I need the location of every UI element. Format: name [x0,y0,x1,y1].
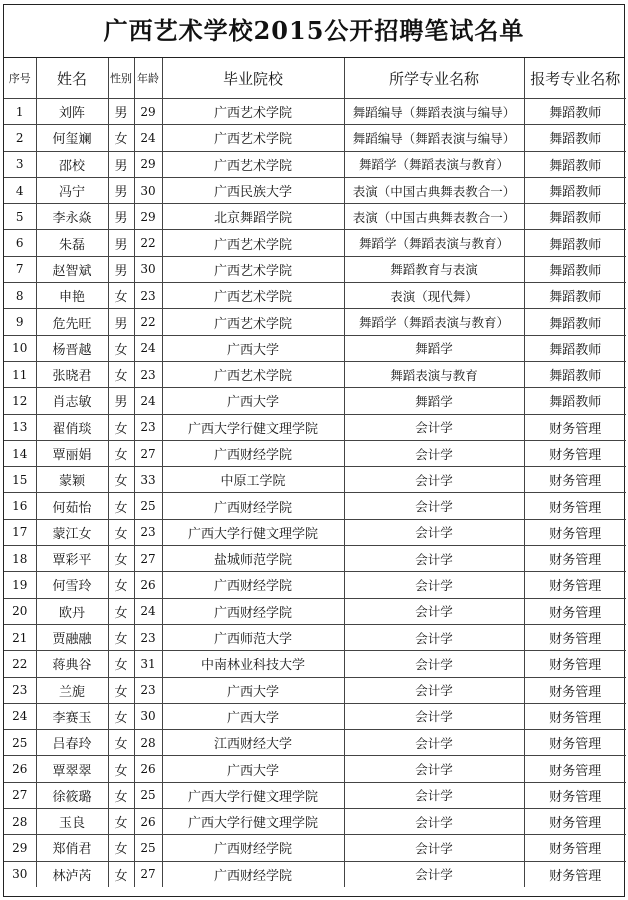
table-row [4,861,626,887]
cell-no: 10 [4,335,36,361]
cell-applied: 财务管理 [524,493,626,519]
cell-name: 刘阵 [36,99,108,125]
cell-school: 广西艺术学院 [162,309,344,335]
cell-gender: 女 [108,467,134,493]
cell-applied: 舞蹈教师 [524,388,626,414]
cell-major: 舞蹈学（舞蹈表演与教育） [344,309,524,335]
cell-name: 何茹怡 [36,493,108,519]
cell-applied: 财务管理 [524,730,626,756]
cell-gender: 男 [108,99,134,125]
cell-name: 覃丽娟 [36,440,108,466]
cell-gender: 女 [108,861,134,887]
table-row [4,151,626,177]
cell-gender: 男 [108,204,134,230]
cell-age: 31 [134,651,162,677]
cell-gender: 女 [108,809,134,835]
cell-age: 24 [134,125,162,151]
table-row [4,703,626,729]
cell-school: 广西民族大学 [162,177,344,203]
cell-no: 3 [4,151,36,177]
cell-applied: 财务管理 [524,467,626,493]
cell-major: 舞蹈学（舞蹈表演与教育） [344,151,524,177]
cell-school: 广西师范大学 [162,624,344,650]
cell-applied: 财务管理 [524,440,626,466]
cell-no: 21 [4,624,36,650]
cell-applied: 财务管理 [524,861,626,887]
cell-name: 何雪玲 [36,572,108,598]
cell-name: 贾融融 [36,624,108,650]
cell-gender: 女 [108,703,134,729]
cell-gender: 女 [108,493,134,519]
cell-gender: 女 [108,782,134,808]
cell-major: 会计学 [344,519,524,545]
cell-applied: 舞蹈教师 [524,204,626,230]
cell-age: 25 [134,493,162,519]
cell-name: 徐筱璐 [36,782,108,808]
cell-major: 会计学 [344,440,524,466]
cell-applied: 舞蹈教师 [524,230,626,256]
cell-applied: 舞蹈教师 [524,177,626,203]
document-sheet [3,4,625,897]
cell-applied: 财务管理 [524,809,626,835]
cell-no: 22 [4,651,36,677]
table-row [4,835,626,861]
cell-school: 广西艺术学院 [162,99,344,125]
cell-major: 会计学 [344,703,524,729]
cell-name: 赵智斌 [36,256,108,282]
cell-name: 郑俏君 [36,835,108,861]
cell-major: 会计学 [344,493,524,519]
cell-gender: 男 [108,309,134,335]
cell-no: 29 [4,835,36,861]
cell-major: 表演（中国古典舞表教合一） [344,177,524,203]
table-row [4,283,626,309]
cell-name: 蒙江女 [36,519,108,545]
cell-major: 会计学 [344,467,524,493]
cell-applied: 财务管理 [524,782,626,808]
cell-major: 会计学 [344,546,524,572]
cell-gender: 女 [108,335,134,361]
cell-gender: 女 [108,730,134,756]
cell-school: 广西大学行健文理学院 [162,782,344,808]
cell-school: 中原工学院 [162,467,344,493]
cell-no: 16 [4,493,36,519]
cell-gender: 女 [108,756,134,782]
cell-school: 广西财经学院 [162,598,344,624]
cell-age: 29 [134,99,162,125]
cell-applied: 舞蹈教师 [524,361,626,387]
cell-school: 盐城师范学院 [162,546,344,572]
cell-age: 23 [134,677,162,703]
cell-gender: 女 [108,598,134,624]
cell-major: 舞蹈编导（舞蹈表演与编导） [344,99,524,125]
cell-school: 广西艺术学院 [162,256,344,282]
cell-no: 30 [4,861,36,887]
cell-name: 覃翠翠 [36,756,108,782]
cell-gender: 男 [108,151,134,177]
cell-gender: 男 [108,256,134,282]
table-row [4,388,626,414]
cell-gender: 女 [108,677,134,703]
cell-name: 蒙颖 [36,467,108,493]
cell-name: 覃彩平 [36,546,108,572]
cell-name: 翟俏琰 [36,414,108,440]
cell-no: 12 [4,388,36,414]
table-row [4,809,626,835]
cell-school: 广西大学 [162,756,344,782]
cell-age: 26 [134,572,162,598]
cell-applied: 财务管理 [524,519,626,545]
cell-name: 玉良 [36,809,108,835]
cell-gender: 女 [108,651,134,677]
header-row [4,58,626,99]
table-row [4,230,626,256]
cell-age: 30 [134,177,162,203]
cell-school: 广西财经学院 [162,861,344,887]
table-row [4,361,626,387]
cell-no: 6 [4,230,36,256]
cell-applied: 舞蹈教师 [524,256,626,282]
cell-age: 24 [134,335,162,361]
cell-school: 江西财经大学 [162,730,344,756]
cell-school: 广西财经学院 [162,440,344,466]
header-gender: 性别 [108,58,134,99]
cell-no: 15 [4,467,36,493]
cell-applied: 财务管理 [524,651,626,677]
header-school: 毕业院校 [162,58,344,99]
table-row [4,467,626,493]
cell-no: 1 [4,99,36,125]
cell-gender: 女 [108,361,134,387]
cell-gender: 女 [108,546,134,572]
cell-school: 广西艺术学院 [162,151,344,177]
cell-age: 22 [134,309,162,335]
table-row [4,256,626,282]
cell-no: 14 [4,440,36,466]
cell-school: 北京舞蹈学院 [162,204,344,230]
cell-major: 会计学 [344,572,524,598]
cell-applied: 舞蹈教师 [524,309,626,335]
cell-name: 李赛玉 [36,703,108,729]
table-row [4,177,626,203]
cell-major: 会计学 [344,414,524,440]
cell-gender: 女 [108,440,134,466]
cell-gender: 女 [108,835,134,861]
cell-name: 申艳 [36,283,108,309]
cell-major: 会计学 [344,835,524,861]
cell-applied: 舞蹈教师 [524,283,626,309]
cell-applied: 财务管理 [524,677,626,703]
cell-no: 20 [4,598,36,624]
cell-no: 5 [4,204,36,230]
cell-applied: 财务管理 [524,546,626,572]
cell-major: 会计学 [344,782,524,808]
cell-major: 会计学 [344,730,524,756]
cell-school: 广西大学行健文理学院 [162,414,344,440]
cell-major: 会计学 [344,809,524,835]
table-body [4,99,626,887]
cell-name: 危先旺 [36,309,108,335]
cell-no: 26 [4,756,36,782]
cell-no: 2 [4,125,36,151]
cell-applied: 财务管理 [524,414,626,440]
cell-no: 17 [4,519,36,545]
table-row [4,782,626,808]
cell-no: 25 [4,730,36,756]
cell-school: 广西大学 [162,335,344,361]
cell-applied: 舞蹈教师 [524,125,626,151]
cell-no: 8 [4,283,36,309]
table-row [4,493,626,519]
cell-gender: 男 [108,177,134,203]
cell-name: 冯宁 [36,177,108,203]
cell-applied: 财务管理 [524,624,626,650]
cell-school: 广西财经学院 [162,835,344,861]
cell-name: 肖志敏 [36,388,108,414]
table-row [4,414,626,440]
table-row [4,756,626,782]
cell-school: 广西大学 [162,703,344,729]
cell-no: 27 [4,782,36,808]
cell-applied: 财务管理 [524,572,626,598]
cell-school: 广西财经学院 [162,493,344,519]
cell-gender: 女 [108,125,134,151]
cell-gender: 女 [108,414,134,440]
cell-applied: 舞蹈教师 [524,335,626,361]
cell-gender: 女 [108,283,134,309]
cell-major: 会计学 [344,624,524,650]
cell-school: 广西艺术学院 [162,230,344,256]
cell-gender: 女 [108,624,134,650]
cell-no: 7 [4,256,36,282]
cell-name: 朱磊 [36,230,108,256]
cell-age: 29 [134,204,162,230]
cell-no: 19 [4,572,36,598]
table-row [4,730,626,756]
cell-school: 广西艺术学院 [162,361,344,387]
cell-school: 广西艺术学院 [162,283,344,309]
cell-name: 林泸芮 [36,861,108,887]
table-row [4,598,626,624]
cell-name: 何玺斓 [36,125,108,151]
cell-major: 舞蹈学（舞蹈表演与教育） [344,230,524,256]
cell-age: 26 [134,809,162,835]
cell-school: 广西大学行健文理学院 [162,809,344,835]
cell-age: 33 [134,467,162,493]
cell-age: 27 [134,861,162,887]
table-row [4,677,626,703]
cell-age: 30 [134,703,162,729]
cell-applied: 财务管理 [524,598,626,624]
cell-age: 27 [134,440,162,466]
cell-major: 舞蹈学 [344,335,524,361]
header-name: 姓名 [36,58,108,99]
cell-no: 18 [4,546,36,572]
cell-major: 会计学 [344,756,524,782]
cell-age: 26 [134,756,162,782]
document-title: 广西艺术学校2015公开招聘笔试名单 [4,5,624,58]
cell-age: 30 [134,256,162,282]
table-row [4,309,626,335]
cell-school: 广西艺术学院 [162,125,344,151]
table-row [4,125,626,151]
cell-age: 23 [134,519,162,545]
cell-major: 表演（中国古典舞表教合一） [344,204,524,230]
cell-school: 广西大学 [162,677,344,703]
cell-age: 22 [134,230,162,256]
cell-name: 张晓君 [36,361,108,387]
header-applied: 报考专业名称 [524,58,626,99]
cell-name: 李永焱 [36,204,108,230]
cell-gender: 女 [108,519,134,545]
cell-no: 4 [4,177,36,203]
cell-major: 舞蹈编导（舞蹈表演与编导） [344,125,524,151]
cell-major: 舞蹈表演与教育 [344,361,524,387]
cell-school: 广西财经学院 [162,572,344,598]
cell-age: 23 [134,283,162,309]
cell-no: 11 [4,361,36,387]
cell-no: 23 [4,677,36,703]
header-no: 序号 [4,58,36,99]
table-row [4,335,626,361]
table-row [4,519,626,545]
cell-age: 25 [134,835,162,861]
cell-no: 24 [4,703,36,729]
table-row [4,204,626,230]
cell-no: 13 [4,414,36,440]
cell-gender: 男 [108,230,134,256]
cell-name: 蒋典谷 [36,651,108,677]
cell-applied: 财务管理 [524,835,626,861]
cell-age: 23 [134,624,162,650]
cell-age: 24 [134,598,162,624]
table-row [4,440,626,466]
cell-name: 兰旎 [36,677,108,703]
cell-school: 广西大学行健文理学院 [162,519,344,545]
header-age: 年龄 [134,58,162,99]
cell-name: 欧丹 [36,598,108,624]
cell-name: 吕春玲 [36,730,108,756]
cell-major: 会计学 [344,861,524,887]
cell-major: 舞蹈教育与表演 [344,256,524,282]
cell-age: 23 [134,414,162,440]
table-row [4,546,626,572]
cell-no: 28 [4,809,36,835]
cell-major: 会计学 [344,677,524,703]
cell-major: 舞蹈学 [344,388,524,414]
cell-gender: 男 [108,388,134,414]
table-row [4,572,626,598]
cell-applied: 舞蹈教师 [524,99,626,125]
cell-applied: 舞蹈教师 [524,151,626,177]
cell-name: 杨晋越 [36,335,108,361]
cell-major: 会计学 [344,651,524,677]
cell-school: 中南林业科技大学 [162,651,344,677]
cell-applied: 财务管理 [524,756,626,782]
cell-major: 会计学 [344,598,524,624]
table-row [4,651,626,677]
cell-age: 24 [134,388,162,414]
cell-age: 23 [134,361,162,387]
cell-age: 28 [134,730,162,756]
cell-gender: 女 [108,572,134,598]
table-row [4,99,626,125]
cell-name: 邵校 [36,151,108,177]
cell-applied: 财务管理 [524,703,626,729]
table-row [4,624,626,650]
cell-no: 9 [4,309,36,335]
cell-age: 25 [134,782,162,808]
candidate-table [4,58,626,887]
header-major: 所学专业名称 [344,58,524,99]
cell-age: 27 [134,546,162,572]
cell-major: 表演（现代舞） [344,283,524,309]
cell-age: 29 [134,151,162,177]
cell-school: 广西大学 [162,388,344,414]
